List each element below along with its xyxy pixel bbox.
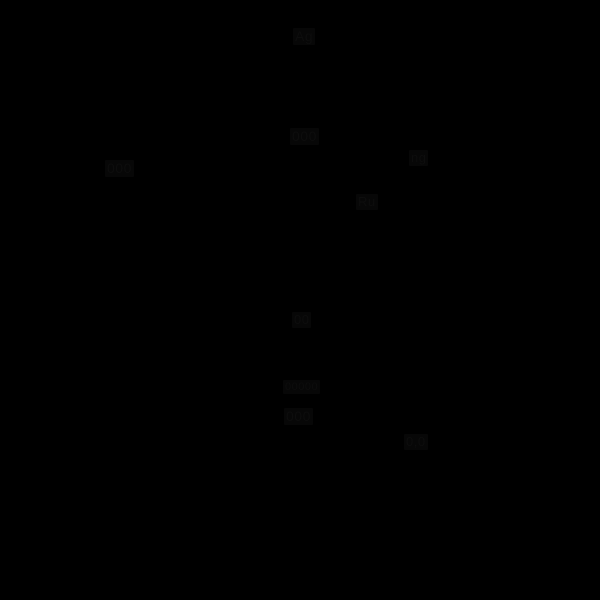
text-fragment-left: 000 bbox=[107, 160, 132, 176]
text-fragment-right-mid: Ru bbox=[358, 194, 376, 209]
text-fragment-center: 00 bbox=[294, 312, 310, 327]
text-fragment-top: Ag bbox=[295, 28, 314, 44]
text-fragment-lower-a: 00000 bbox=[285, 381, 319, 393]
text-fragment-bottom-right: 0,0 bbox=[406, 434, 426, 449]
text-fragment-right-upper: ng bbox=[411, 150, 427, 165]
text-fragment-upper-center: 000 bbox=[292, 128, 317, 144]
text-fragment-lower-b: 000 bbox=[286, 408, 311, 424]
